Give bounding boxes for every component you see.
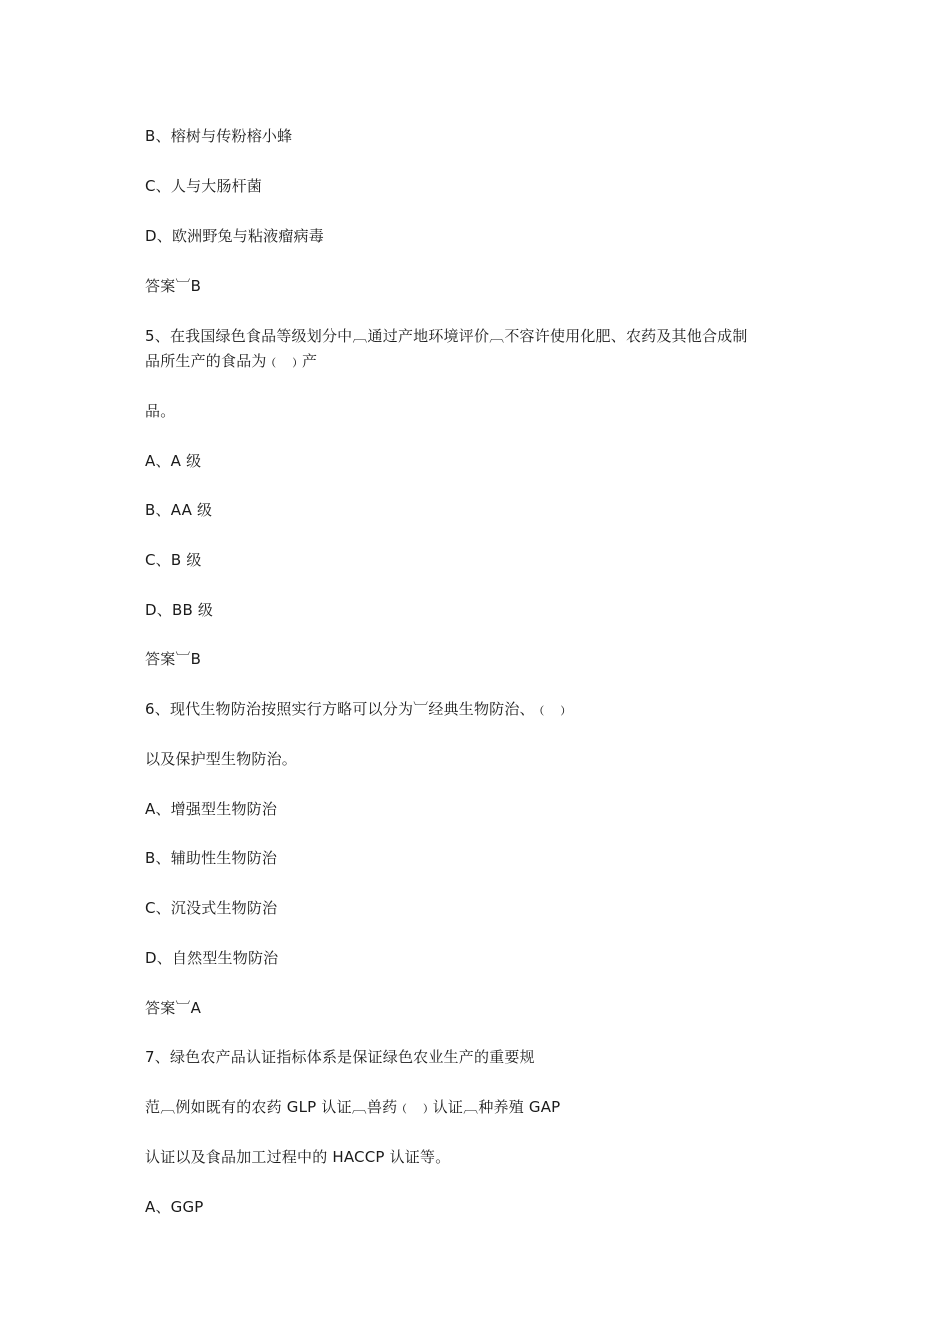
q5-answer: 答案︺B — [145, 650, 202, 668]
q4-option-d: D、欧洲野兔与粘液瘤病毒 — [145, 227, 324, 245]
q6-stem-line1: 6、现代生物防治按照实行方略可以分为︺经典生物防治、﹙ ﹚ — [145, 700, 571, 718]
q5-option-d: D、BB 级 — [145, 601, 214, 619]
q7-stem-line1: 7、绿色农产品认证指标体系是保证绿色农业生产的重要规 — [145, 1048, 535, 1066]
q7-stem-line3: 认证以及食品加工过程中的 HACCP 认证等。 — [145, 1148, 451, 1166]
q5-option-c: C、B 级 — [145, 551, 202, 569]
q6-option-c: C、沉没式生物防治 — [145, 899, 278, 917]
q6-option-d: D、自然型生物防治 — [145, 949, 279, 967]
q6-option-a: A、增强型生物防治 — [145, 800, 278, 818]
q6-answer: 答案︺A — [145, 999, 202, 1017]
q4-option-c: C、人与大肠杆菌 — [145, 177, 263, 195]
q6-option-b: B、辅助性生物防治 — [145, 849, 278, 867]
q4-answer: 答案︺B — [145, 277, 202, 295]
q5-stem-line2: 品所生产的食品为﹙ ﹚产 — [145, 352, 318, 370]
q5-option-b: B、AA 级 — [145, 501, 213, 519]
q4-option-b: B、榕树与传粉榕小蜂 — [145, 127, 293, 145]
q6-stem-line2: 以及保护型生物防治。 — [145, 750, 298, 768]
q7-option-a: A、GGP — [145, 1198, 204, 1216]
q7-stem-line2: 范︹例如既有的农药 GLP 认证︹兽药﹙ ﹚认证︹种养殖 GAP — [145, 1098, 561, 1116]
q5-stem-line3: 品。 — [145, 402, 176, 420]
q5-option-a: A、A 级 — [145, 452, 202, 470]
q5-stem-line1: 5、在我国绿色食品等级划分中︹通过产地环境评价︹不容许使用化肥、农药及其他合成制 — [145, 327, 748, 345]
